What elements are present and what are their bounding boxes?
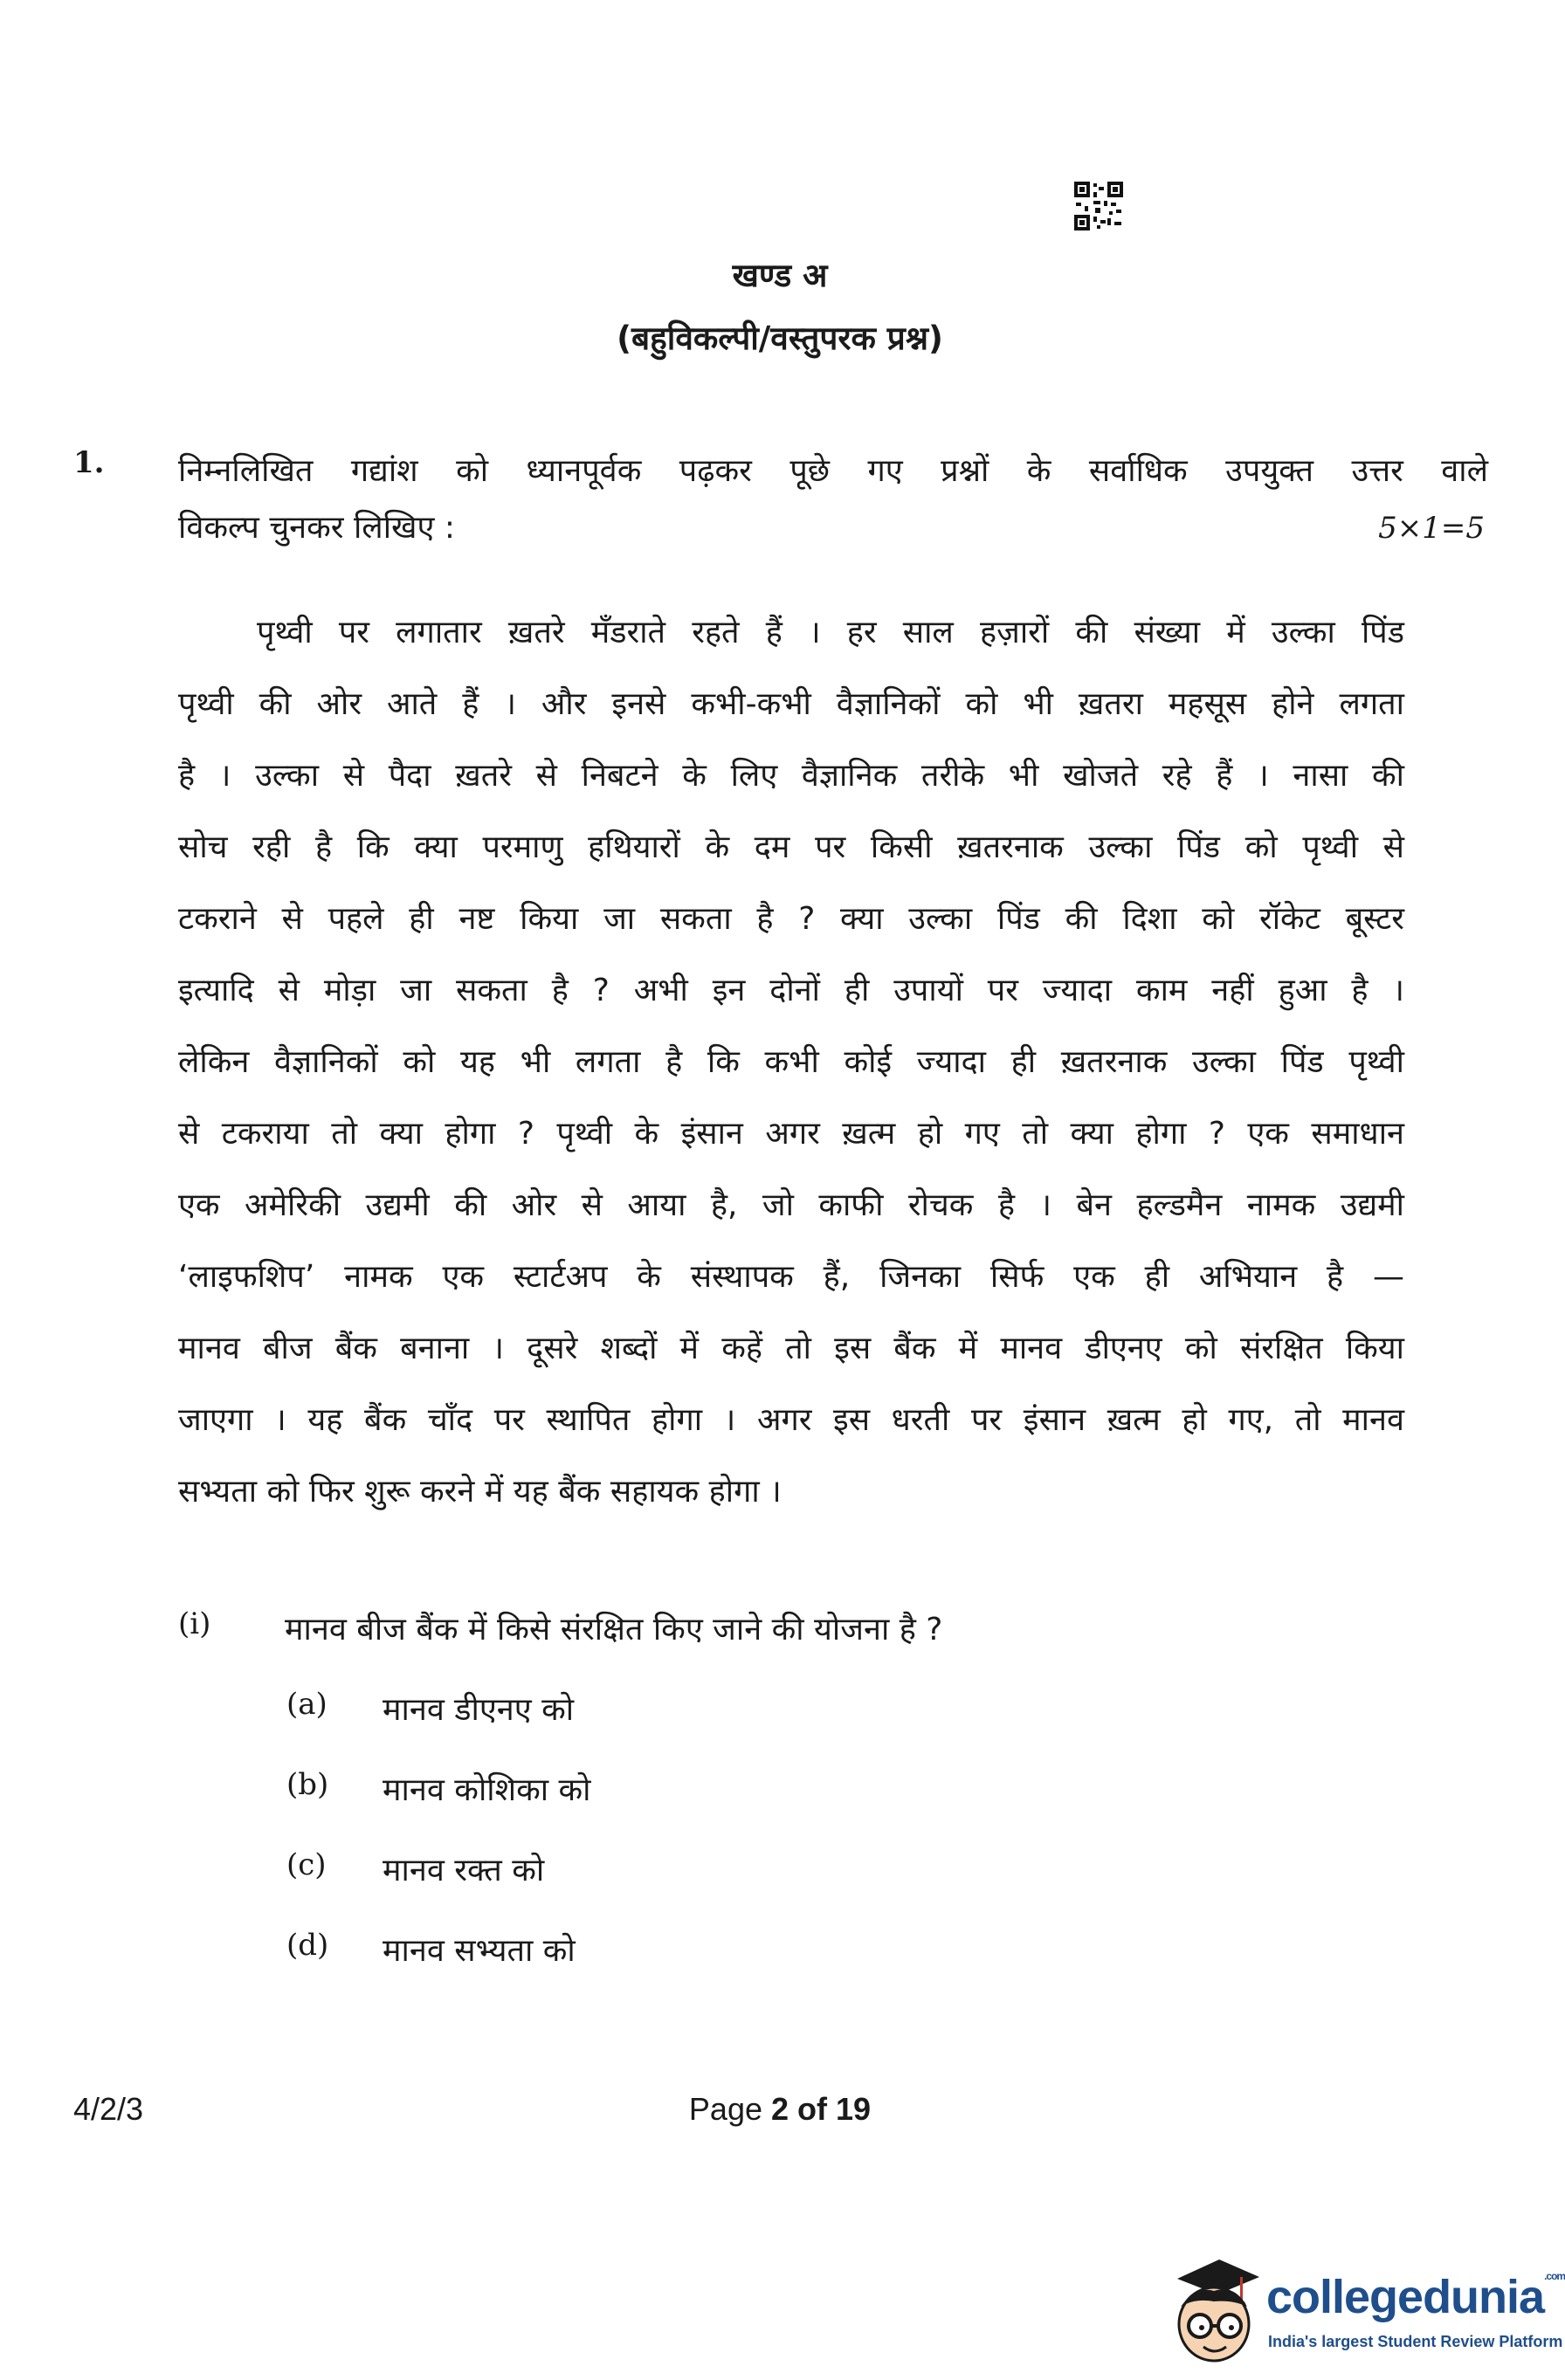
page-number bbox=[0, 2091, 1560, 2128]
passage-line: से टकराया तो क्या होगा ? पृथ्वी के इंसान अगर ख़त्म हो गए तो क्या होगा ? एक समाधान bbox=[178, 1116, 1404, 1152]
page-prefix: Page bbox=[688, 2091, 771, 2127]
page-total: 19 bbox=[836, 2091, 872, 2127]
passage bbox=[178, 607, 1404, 1537]
collegedunia-logo bbox=[1162, 2253, 1565, 2366]
passage-line: पृथ्वी पर लगातार ख़तरे मँडराते रहते हैं । हर साल हज़ारों की संख्या में उल्का पिंड bbox=[257, 615, 1404, 650]
option-text: मानव सभ्यता को bbox=[383, 1933, 576, 1969]
section-heading: खण्ड अ bbox=[732, 257, 828, 294]
question-instruction: निम्नलिखित गद्यांश को ध्यानपूर्वक पढ़कर पूछे गए प्रश्नों के सर्वाधिक उपयुक्त उत्तर वाले bbox=[178, 453, 1488, 489]
logo-brand: collegedunia bbox=[1266, 2271, 1545, 2323]
section-subheading: (बहुविकल्पी/वस्तुपरक प्रश्न) bbox=[617, 320, 943, 357]
option-text: मानव कोशिका को bbox=[383, 1772, 591, 1808]
passage-line: है । उल्का से पैदा ख़तरे से निबटने के लिए वैज्ञानिक तरीके भी खोजते रहे हैं । नासा की bbox=[178, 758, 1404, 794]
passage-line: ‘लाइफशिप’ नामक एक स्टार्टअप के संस्थापक हैं, जिनका सिर्फ एक ही अभियान है — bbox=[178, 1259, 1404, 1295]
marks-allocation: 5×1=5 bbox=[1378, 511, 1485, 546]
logo-tagline: India's largest Student Review Platform bbox=[1268, 2333, 1563, 2350]
sub-question-number: (i) bbox=[178, 1606, 211, 1641]
mascot-icon bbox=[1162, 2253, 1265, 2366]
option-text: मानव डीएनए को bbox=[383, 1692, 575, 1728]
page-of: of bbox=[789, 2091, 837, 2127]
option-label: (d) bbox=[286, 1928, 329, 1963]
question-instruction-cont: विकल्प चुनकर लिखिए : bbox=[178, 510, 455, 546]
passage-line: इत्यादि से मोड़ा जा सकता है ? अभी इन दोनों ही उपायों पर ज्यादा काम नहीं हुआ है । bbox=[178, 973, 1404, 1008]
passage-line: एक अमेरिकी उद्यमी की ओर से आया है, जो काफी रोचक है । बेन हल्डमैन नामक उद्यमी bbox=[178, 1187, 1404, 1223]
question-number: 1. bbox=[73, 445, 105, 480]
option-label: (b) bbox=[286, 1767, 329, 1802]
passage-line: सोच रही है कि क्या परमाणु हथियारों के दम पर किसी ख़तरनाक उल्का पिंड को पृथ्वी से bbox=[178, 829, 1404, 865]
page-current: 2 bbox=[771, 2091, 789, 2127]
sub-question-text: मानव बीज बैंक में किसे संरक्षित किए जाने की योजना है ? bbox=[285, 1612, 943, 1647]
passage-line: पृथ्वी की ओर आते हैं । और इनसे कभी-कभी वैज्ञानिकों को भी ख़तरा महसूस होने लगता bbox=[178, 686, 1404, 722]
passage-line: टकराने से पहले ही नष्ट किया जा सकता है ? क्या उल्का पिंड की दिशा को रॉकेट बूस्टर bbox=[178, 901, 1404, 937]
option-label: (a) bbox=[286, 1687, 327, 1722]
passage-line: लेकिन वैज्ञानिकों को यह भी लगता है कि कभी कोई ज्यादा ही ख़तरनाक उल्का पिंड पृथ्वी bbox=[178, 1044, 1404, 1080]
option-label: (c) bbox=[286, 1847, 327, 1882]
passage-line: जाएगा । यह बैंक चाँद पर स्थापित होगा । अगर इस धरती पर इंसान ख़त्म हो गए, तो मानव bbox=[178, 1402, 1404, 1438]
logo-brand-suffix: .com bbox=[1544, 2270, 1565, 2282]
option-text: मानव रक्त को bbox=[383, 1853, 545, 1888]
passage-line: मानव बीज बैंक बनाना । दूसरे शब्दों में कहें तो इस बैंक में मानव डीएनए को संरक्षित किया bbox=[178, 1331, 1404, 1366]
passage-line: सभ्यता को फिर शुरू करने में यह बैंक सहायक होगा । bbox=[178, 1474, 782, 1510]
paper-code: 4/2/3 bbox=[73, 2091, 144, 2127]
qr-code-icon bbox=[1074, 182, 1123, 230]
